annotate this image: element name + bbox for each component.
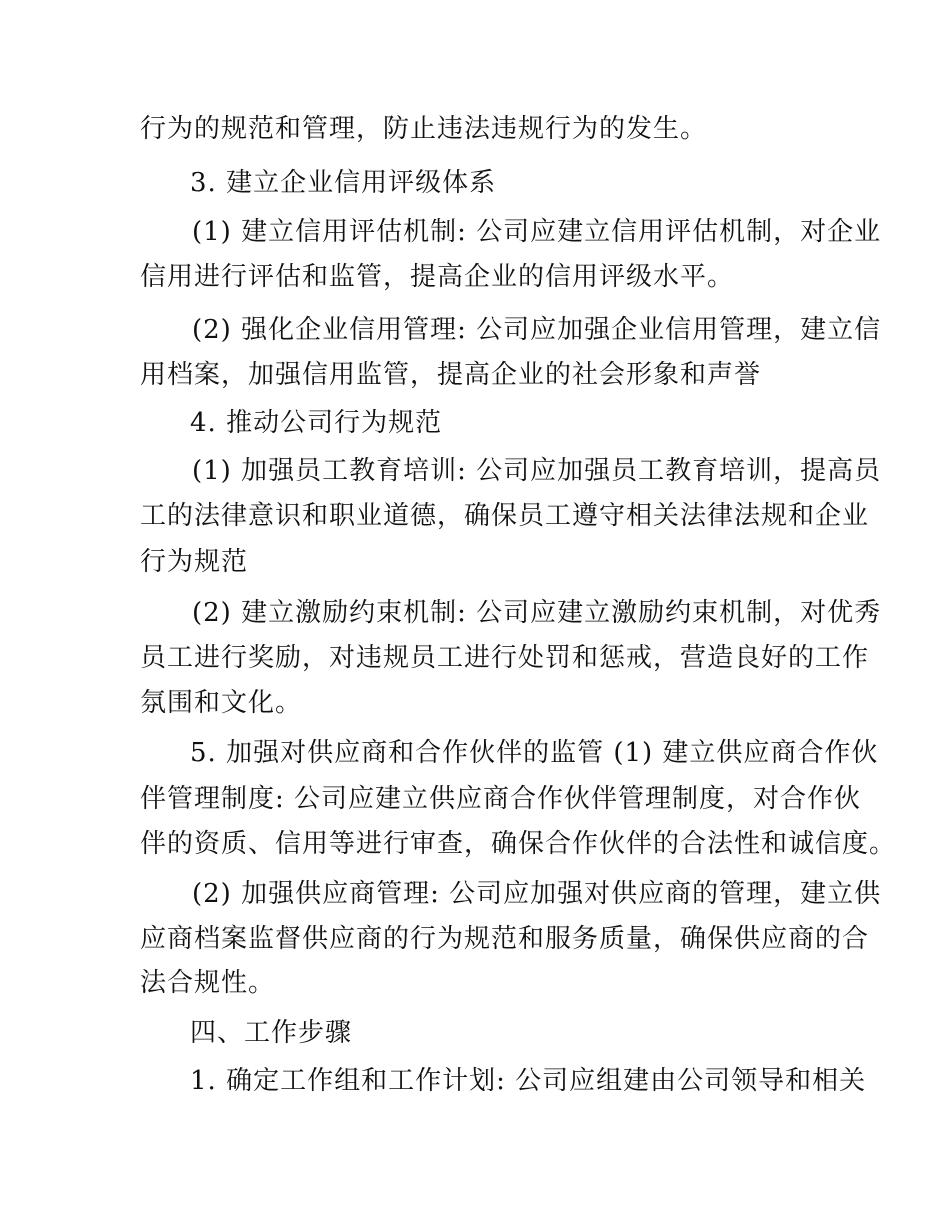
text-line: (1) 加强员工教育培训: 公司应加强员工教育培训，提高员: [192, 456, 882, 486]
section-heading: 3. 建立企业信用评级体系: [190, 168, 497, 198]
text-line: 伴的资质、信用等进行审查，确保合作伙伴的合法性和诚信度。: [140, 829, 897, 859]
text-line: 法合规性。: [140, 968, 276, 998]
text-line: (2) 加强供应商管理: 公司应加强对供应商的管理，建立供: [192, 879, 882, 909]
section-heading: 四、工作步骤: [190, 1018, 353, 1048]
text-line: 员工进行奖励，对违规员工进行处罚和惩戒，营造良好的工作: [140, 643, 870, 673]
text-line: 伴管理制度: 公司应建立供应商合作伙伴管理制度，对合作伙: [140, 784, 862, 814]
text-line: (2) 强化企业信用管理: 公司应加强企业信用管理，建立信: [192, 315, 882, 345]
section-heading: 5. 加强对供应商和合作伙伴的监管 (1) 建立供应商合作伙: [190, 738, 879, 768]
text-line: 行为的规范和管理，防止违法违规行为的发生。: [140, 114, 708, 144]
section-heading: 4. 推动公司行为规范: [190, 408, 443, 438]
text-line: 应商档案监督供应商的行为规范和服务质量，确保供应商的合: [140, 924, 870, 954]
text-line: 行为规范: [140, 547, 249, 577]
text-line: 信用进行评估和监管，提高企业的信用评级水平。: [140, 262, 735, 292]
text-line: 氛围和文化。: [140, 688, 303, 718]
text-line: 用档案，加强信用监管，提高企业的社会形象和声誉: [140, 360, 762, 390]
text-line: (2) 建立激励约束机制: 公司应建立激励约束机制，对优秀: [192, 598, 882, 628]
text-line: 1. 确定工作组和工作计划: 公司应组建由公司领导和相关: [190, 1066, 867, 1096]
text-line: (1) 建立信用评估机制: 公司应建立信用评估机制，对企业: [192, 217, 882, 247]
text-line: 工的法律意识和职业道德，确保员工遵守相关法律法规和企业: [140, 501, 870, 531]
